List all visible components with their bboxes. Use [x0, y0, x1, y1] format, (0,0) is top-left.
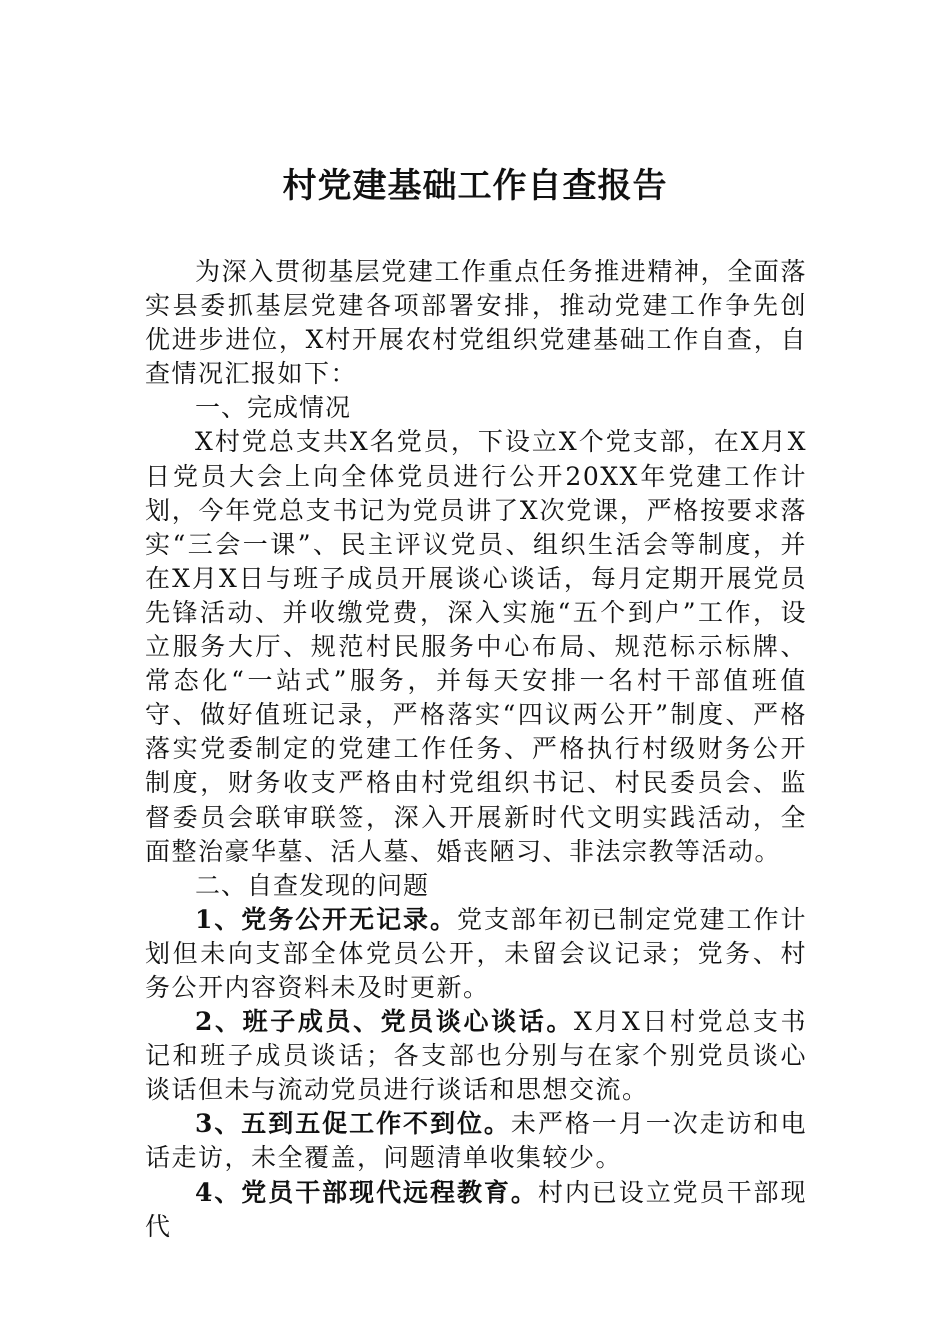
- problem-item: [145, 1005, 807, 1107]
- problem-item-lead: 1、党务公开无记录。: [195, 904, 457, 934]
- problem-item-text: 未严格一月一次走访和电话走访，未全覆盖，问题清单收集较少。: [145, 1109, 807, 1173]
- problem-item-text: 党支部年初已制定党建工作计划但未向支部全体党员公开，未留会议记录；党务、村务公开内容资料未及时更新。: [145, 904, 807, 1002]
- problem-item-text: 村内已设立党员干部现代: [145, 1177, 807, 1241]
- problem-item-text: X月X日村党总支书记和班子成员谈话；各支部也分别与在家个别党员谈心谈话但未与流动党员进行谈话和思想交流。: [145, 1007, 807, 1105]
- problem-item: [145, 1176, 807, 1244]
- problem-item-lead: 2、班子成员、党员谈心谈话。: [195, 1007, 574, 1037]
- problem-item: [145, 1107, 807, 1175]
- section-heading-completion: 一、完成情况: [195, 393, 352, 423]
- section-heading-problems: 二、自查发现的问题: [195, 870, 430, 900]
- document-body: [145, 255, 807, 1244]
- completion-paragraph: X村党总支共X名党员，下设立X个党支部，在X月X日党员大会上向全体党员进行公开20XX年党建工作计划，今年党总支书记为党员讲了X次党课，严格按要求落实“三会一课”、民主评议党员、组织生活会等制度，并在X月X日与班子成员开展谈心谈话，每月定期开展党员先锋活动、并收缴党费，深入实施“五个到户”工作，设立服务大厅、规范村民服务中心布局、规范标示标牌、常态化“一站式”服务，并每天安排一名村干部值班值守、做好值班记录，严格落实“四议两公开”制度、严格落实党委制定的党建工作任务、严格执行村级财务公开制度，财务收支严格由村党组织书记、村民委员会、监督委员会联审联签，深入开展新时代文明实践活动，全面整治豪华墓、活人墓、婚丧陋习、非法宗教等活动。: [145, 427, 807, 866]
- intro-paragraph: 为深入贯彻基层党建工作重点任务推进精神，全面落实县委抓基层党建各项部署安排，推动党建工作争先创优进步进位，X村开展农村党组织党建基础工作自查，自查情况汇报如下：: [145, 257, 807, 389]
- problem-item-lead: 4、党员干部现代远程教育。: [195, 1177, 538, 1207]
- document-title: 村党建基础工作自查报告: [282, 166, 668, 206]
- problem-item-lead: 3、五到五促工作不到位。: [195, 1109, 511, 1139]
- problem-item: [145, 903, 807, 1005]
